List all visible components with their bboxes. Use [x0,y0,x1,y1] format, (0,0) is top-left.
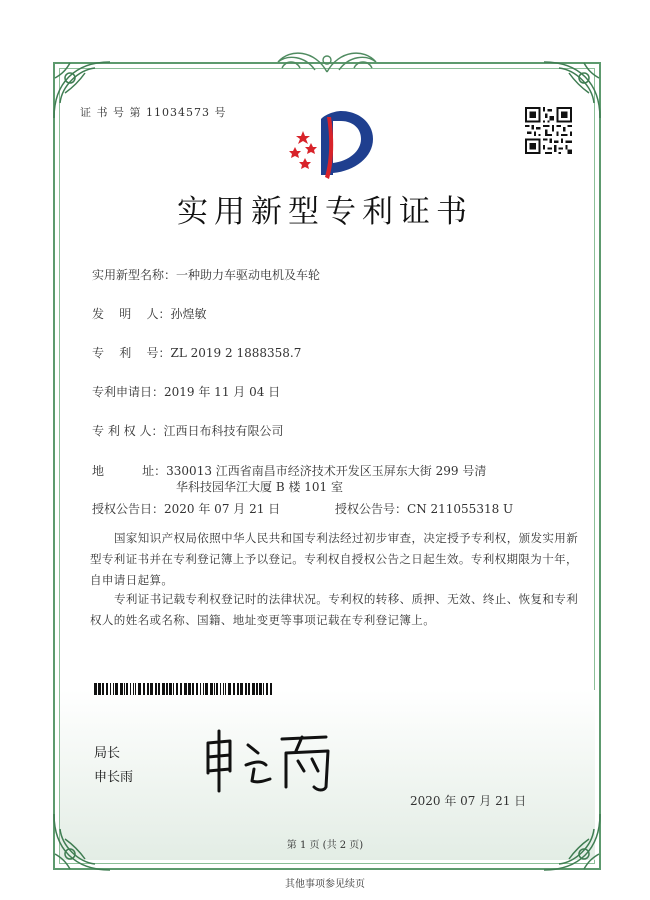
certificate-number: 证 书 号 第 11034573 号 [80,106,227,119]
field-value: 2019 年 11 月 04 日 [164,385,281,399]
field-value: CN 211055318 U [407,502,514,516]
signatory-title: 局长 [94,746,121,761]
field-value: 一种助力车驱动电机及车轮 [176,268,321,282]
barcode [94,683,274,695]
field-label: 授权公告号： [335,502,408,516]
top-ornament [270,40,385,78]
field-label: 实用新型名称： [92,268,177,282]
handwritten-signature [200,725,340,795]
field-inventor [92,305,207,322]
field-label: 专 利 权 人： [92,424,164,438]
qr-code [525,107,572,154]
field-address-line2: 华科技园华江大厦 B 楼 101 室 [176,480,343,494]
field-label: 授权公告日： [92,502,165,516]
field-label: 专利申请日： [92,385,165,399]
legal-paragraph-2: 专利证书记载专利权登记时的法律状况。专利权的转移、质押、无效、终止、恢复和专利权人的姓名或名称、国籍、地址变更等事项记载在专利登记簿上。 [90,592,579,627]
footer-note: 其他事项参见续页 [285,879,365,890]
field-value: 2020 年 07 月 21 日 [164,502,281,516]
field-value: 330013 江西省南昌市经济技术开发区玉屏东大街 299 号清 [166,464,487,478]
field-patent-holder [92,422,283,439]
certificate-title: 实用新型专利证书 [177,194,473,230]
field-value: ZL 2019 2 1888358.7 [170,346,302,360]
field-value: 江西日布科技有限公司 [163,424,284,438]
field-value: 孙煌敏 [170,307,207,321]
field-grant-number [335,500,513,517]
signatory-name: 申长雨 [94,770,134,785]
field-filing-date [92,383,280,400]
field-grant-date [92,500,280,517]
field-label: 地 址： [92,464,167,478]
field-utility-model-name [92,266,320,283]
patent-office-logo [281,103,377,187]
page-indicator: 第 1 页 (共 2 页) [286,840,364,851]
field-patent-number [92,344,301,361]
field-label: 专 利 号： [92,346,171,360]
legal-paragraph-1: 国家知识产权局依照中华人民共和国专利法经过初步审查，决定授予专利权，颁发实用新型专利证书并在专利登记簿上予以登记。专利权自授权公告之日起生效。专利权期限为十年，自申请日起算。 [90,531,579,587]
field-label: 发 明 人： [92,307,171,321]
issue-date: 2020 年 07 月 21 日 [410,794,527,808]
field-address [92,462,486,479]
